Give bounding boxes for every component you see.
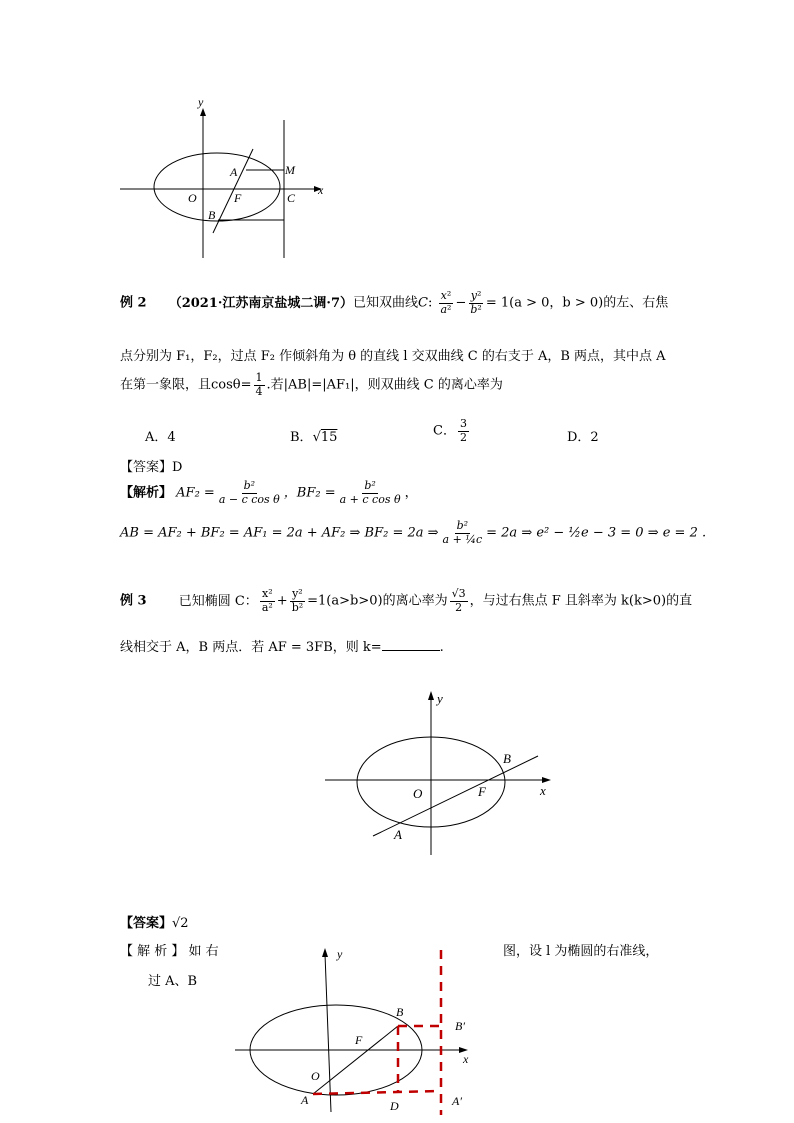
point-O-label: O: [188, 191, 197, 205]
point-D-label: D: [390, 1099, 399, 1113]
ex2-answer: 【答案】D: [120, 460, 183, 475]
ex3-problem-line2: 线相交于 A，B 两点．若 AF = 3FB，则 k= .: [120, 640, 444, 655]
ex2-analysis-line1: 【解析】 AF₂ = $\frac{\text{b²}}{\text{a − c cos θ}}$ ，BF₂ = $\frac{\text{b²}}{\text{a + c cos θ}}$ ，: [120, 479, 418, 506]
line-through-F: [373, 756, 538, 836]
point-O-label: O: [413, 786, 423, 801]
ex3-analysis-start: 【 解 析 】 如 右: [120, 944, 219, 959]
point-B-label: B: [396, 1005, 404, 1019]
ex2-analysis-line2: AB = AF₂ + BF₂ = AF₁ = 2a + AF₂ ⇒ BF₂ = 2a ⇒ $\frac{\text{b²}}{\text{a + ¼c}}$ = 2a ⇒ e² − ½e − 3 = 0 ⇒ e = 2 .: [120, 519, 707, 546]
ellipse: [154, 153, 280, 221]
ex2-intro: 已知双曲线: [353, 295, 419, 311]
ex2-label: 例 2: [120, 295, 147, 311]
point-A-label: A: [230, 165, 238, 179]
ex2-condition: = 1(a > 0，b > 0): [485, 295, 604, 311]
figure-ellipse-directrix: [225, 940, 490, 1118]
ex3-problem-line1: 例 3 已知椭圆 C： $\frac{\text{x²}}{\text{a²}}$ + $\frac{\text{y²}}{\text{b²}}$ =1(a>b>0)的离心率为 $\frac{√3}{2}$ ，与过右焦点 F 且斜率为 k(k>0)的直: [120, 587, 693, 614]
ex2-line3-start: 在第一象限，且cosθ=: [120, 377, 252, 393]
ex2-problem-line3: [120, 372, 503, 398]
y-label: y: [337, 947, 343, 961]
ex3-analysis-right: 图，设 l 为椭圆的右准线，: [503, 944, 659, 959]
ex2-option-d: D．2: [567, 430, 599, 445]
ex2-frac-x: $\frac{\text{x²}}{\text{a²}}$: [440, 289, 452, 316]
figure-ellipse-focal-chord: [110, 90, 340, 265]
ex2-problem-line1: 例 2 （2021·江苏南京盐城二调·7）已知双曲线C: $\frac{\text{x²}}{\text{a²}}$ − $\frac{\text{y²}}{\text{b²}}$ = 1(a > 0，b > 0)的左、右焦: [120, 289, 669, 316]
ex2-curve: C: [418, 295, 428, 311]
point-F-label: F: [478, 784, 486, 799]
point-F-label: F: [234, 191, 242, 205]
y-label: y: [198, 95, 204, 109]
point-A-label: A: [394, 827, 402, 842]
ex3-answer: 【答案】√2: [120, 916, 189, 931]
ex2-option-a: A．4: [145, 430, 176, 445]
ex2-option-b: B．√15: [290, 430, 338, 445]
figure-ellipse-line: [320, 685, 560, 860]
point-A-label: A: [301, 1093, 309, 1107]
point-C-label: C: [287, 191, 296, 205]
y-axis-arrow: [322, 948, 328, 957]
point-Bprime-label: B′: [455, 1019, 465, 1033]
x-label: x: [463, 1052, 469, 1066]
y-label: y: [437, 691, 443, 706]
ex2-option-c: C． $\frac{3}{2}$: [433, 417, 467, 444]
x-label: x: [540, 783, 546, 798]
ex2-frac-y: $\frac{\text{y²}}{\text{b²}}$: [470, 289, 482, 316]
ex2-source: （2021·江苏南京盐城二调·7）: [168, 295, 353, 311]
point-B-label: B: [208, 208, 216, 222]
point-M-label: M: [285, 163, 295, 177]
point-F-label: F: [355, 1033, 363, 1047]
point-Aprime-label: A′: [452, 1094, 462, 1108]
ex2-tail: 的左、右焦: [603, 295, 669, 311]
y-axis-arrow: [428, 691, 434, 700]
dashed-A-to-directrix: [313, 1091, 441, 1094]
ex2-problem-line2: 点分别为 F₁，F₂，过点 F₂ 作倾斜角为 θ 的直线 l 交双曲线 C 的右支于 A，B 两点，其中点 A: [120, 349, 666, 364]
answer-blank: [382, 650, 440, 651]
ex3-analysis-cont: 过 A、B: [148, 974, 198, 989]
point-O-label: O: [311, 1069, 320, 1083]
point-B-label: B: [503, 751, 511, 766]
y-axis: [325, 954, 331, 1112]
ex2-line3-end: .若|AB|=|AF₁|，则双曲线 C 的离心率为: [266, 377, 503, 393]
ex2-cos-frac: $\frac{1}{4}$: [255, 371, 263, 398]
y-axis-arrow: [200, 108, 206, 116]
x-label: x: [318, 183, 324, 197]
